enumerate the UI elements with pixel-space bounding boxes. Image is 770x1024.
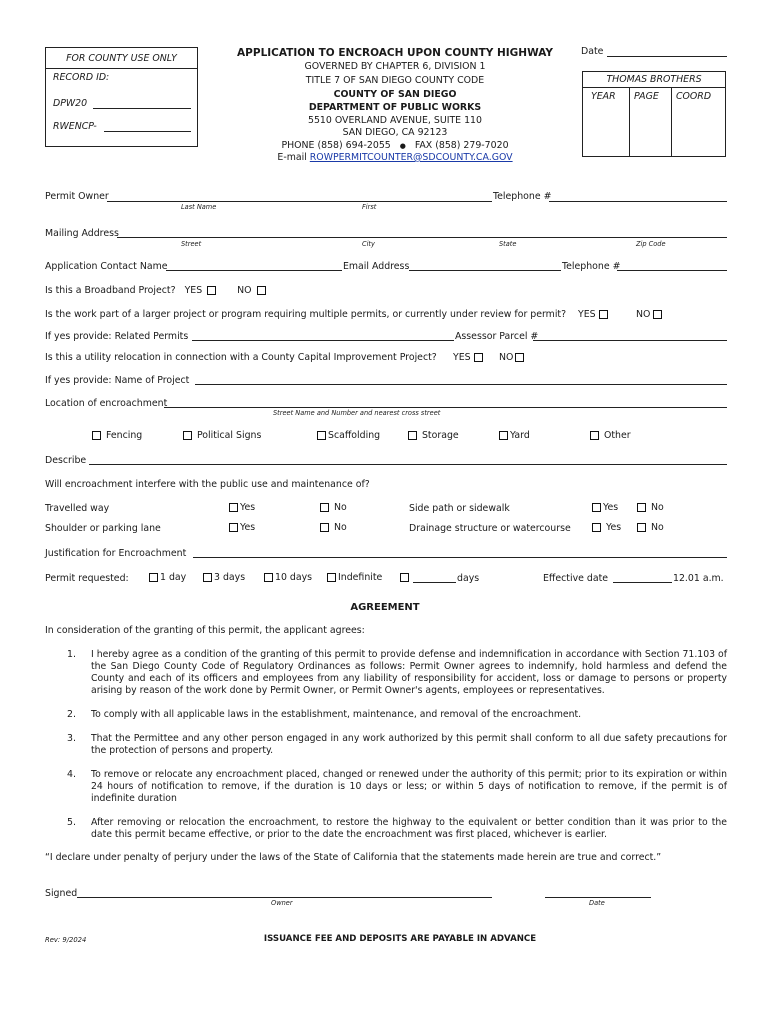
revision: Rev: 9/2024: [45, 936, 87, 944]
storage-checkbox[interactable]: [408, 431, 417, 440]
phone-text: PHONE (858) 694-2055: [281, 140, 391, 151]
shoulder-no-label: No: [333, 522, 347, 533]
type-storage[interactable]: [406, 430, 459, 441]
duration-custom-field[interactable]: [413, 582, 456, 583]
scaffolding-label: Scaffolding: [328, 430, 381, 441]
dpw20-field[interactable]: [93, 108, 191, 109]
effective-date-label: Effective date: [543, 573, 609, 584]
interfere-question: Will encroachment interfere with the public use and maintenance of?: [45, 479, 370, 490]
duration-custom[interactable]: [398, 572, 411, 583]
political-signs-label: Political Signs: [196, 430, 262, 441]
larger-no-label: NO: [636, 309, 651, 320]
type-political-signs[interactable]: [181, 430, 261, 441]
side-path-no[interactable]: [635, 502, 664, 513]
shoulder-yes-label: Yes: [240, 522, 256, 533]
item-4-number: 4.: [67, 769, 76, 780]
item-1-text: I hereby agree as a condition of the granting of this permit to provide defense and indemnification in accordance with Section 71.103 of the San Diego County Code of Regulatory Ordinances as follows: Permit Owner agrees to indemnify, hold harmless and defend the County and each of its officers and employees from any liability of responsibility for accident, loss or damage to persons or property arising by reason of the work done by Permit Owner, or Permit Owner's agents, employees or representatives.: [91, 649, 727, 696]
travelled-yes-checkbox[interactable]: [229, 503, 238, 512]
shoulder-no-checkbox[interactable]: [320, 523, 329, 532]
travelled-no[interactable]: [318, 502, 347, 513]
permit-owner-label: Permit Owner: [45, 191, 109, 202]
duration-indefinite[interactable]: [325, 572, 382, 583]
duration-10-days-label: 10 days: [275, 572, 313, 583]
item-3-number: 3.: [67, 733, 76, 744]
shoulder-yes[interactable]: [227, 522, 255, 533]
header-phone-line: [200, 140, 590, 151]
county-use-title: FOR COUNTY USE ONLY: [66, 53, 177, 64]
political-signs-checkbox[interactable]: [183, 431, 192, 440]
item-4-text: To remove or relocate any encroachment placed, changed or renewed under the authority of this permit; prior to its expiration or within 24 hours of notification to remove, if the duration is 10 days or less; or within 5 days of notification to remove, if the permit is of indefinite duration: [91, 769, 727, 804]
item-3-text: That the Permittee and any other person engaged in any work authorized by this permit shall conform to all due safety precautions for the protection of persons and property.: [91, 733, 727, 756]
city-hint: City: [362, 240, 375, 248]
street-hint: Street: [181, 240, 202, 248]
larger-project-question: Is the work part of a larger project or program requiring multiple permits, or currently under review for permit?: [45, 309, 567, 320]
yard-checkbox[interactable]: [499, 431, 508, 440]
location-label: Location of encroachment: [45, 398, 168, 409]
duration-indefinite-checkbox[interactable]: [327, 573, 336, 582]
drainage-yes-label: Yes: [605, 522, 622, 533]
street-name-hint: Street Name and Number and nearest cross street: [273, 409, 441, 417]
telephone-label: Telephone #: [493, 191, 552, 202]
thomas-brothers-box: [582, 71, 726, 157]
effective-time: 12.01 a.m.: [673, 573, 724, 584]
larger-yes-checkbox[interactable]: [599, 310, 608, 319]
shoulder-no[interactable]: [318, 522, 347, 533]
shoulder-label: Shoulder or parking lane: [45, 523, 161, 534]
travelled-yes[interactable]: [227, 502, 255, 513]
utility-question: Is this a utility relocation in connection with a County Capital Improvement Project?: [45, 352, 437, 363]
duration-1-day-checkbox[interactable]: [149, 573, 158, 582]
broadband-no-label: NO: [237, 285, 252, 296]
broadband-yes-label: YES: [184, 285, 203, 296]
first-name-hint: First: [362, 203, 377, 211]
fencing-checkbox[interactable]: [92, 431, 101, 440]
broadband-yes-checkbox[interactable]: [207, 286, 216, 295]
thomas-year: YEAR: [591, 91, 616, 102]
email-address-label: Email Address: [343, 261, 410, 272]
broadband-question: [45, 285, 268, 296]
duration-1-day-label: 1 day: [160, 572, 187, 583]
app-contact-label: Application Contact Name: [45, 261, 168, 272]
duration-indefinite-label: Indefinite: [338, 572, 383, 583]
days-label: days: [457, 573, 480, 584]
travelled-way-label: Travelled way: [45, 503, 110, 514]
mailing-address-label: Mailing Address: [45, 228, 119, 239]
side-path-yes-label: Yes: [603, 502, 619, 513]
thomas-coord: COORD: [676, 91, 712, 102]
fax-text: FAX (858) 279-7020: [414, 140, 509, 151]
utility-yes-checkbox[interactable]: [474, 353, 483, 362]
larger-no-checkbox[interactable]: [653, 310, 662, 319]
date-field[interactable]: [607, 56, 727, 57]
header-line6: SAN DIEGO, CA 92123: [342, 127, 448, 138]
email-address-field[interactable]: [409, 270, 561, 271]
form-title: APPLICATION TO ENCROACH UPON COUNTY HIGHWAY: [237, 47, 553, 59]
larger-yes-label: YES: [578, 309, 596, 320]
header-line3: COUNTY OF SAN DIEGO: [333, 89, 457, 100]
telephone-field[interactable]: [549, 201, 727, 202]
rwencp-label: RWENCP-: [53, 121, 97, 132]
app-contact-field[interactable]: [166, 270, 342, 271]
storage-label: Storage: [421, 430, 459, 441]
permit-owner-field[interactable]: [107, 201, 492, 202]
drainage-yes-checkbox[interactable]: [592, 523, 601, 532]
other-label: Other: [603, 430, 631, 441]
name-of-project-label: If yes provide: Name of Project: [45, 375, 190, 386]
drainage-label: Drainage structure or watercourse: [409, 523, 571, 534]
agreement-intro: In consideration of the granting of this permit, the applicant agrees:: [45, 625, 365, 636]
utility-no-label: NO: [499, 352, 514, 363]
assessor-parcel-field[interactable]: [533, 340, 727, 341]
name-of-project-field[interactable]: [195, 384, 727, 385]
side-path-label: Side path or sidewalk: [409, 503, 510, 514]
describe-label: Describe: [45, 455, 87, 466]
item-5-number: 5.: [67, 817, 76, 828]
permit-requested-label: Permit requested:: [45, 573, 129, 584]
email-link[interactable]: ROWPERMITCOUNTER@SDCOUNTY.CA.GOV: [309, 152, 513, 163]
item-1-number: 1.: [67, 649, 76, 660]
fencing-label: Fencing: [105, 430, 143, 441]
side-path-yes-checkbox[interactable]: [592, 503, 601, 512]
broadband-no-checkbox[interactable]: [257, 286, 266, 295]
mailing-address-field[interactable]: [117, 237, 727, 238]
owner-hint: Owner: [271, 899, 293, 907]
type-other[interactable]: [588, 430, 631, 441]
duration-1-day[interactable]: [147, 572, 186, 583]
header-line4: DEPARTMENT OF PUBLIC WORKS: [308, 102, 482, 113]
state-hint: State: [499, 240, 517, 248]
thomas-title: THOMAS BROTHERS: [606, 74, 702, 85]
duration-10-days[interactable]: [262, 572, 312, 583]
date-label: Date: [581, 46, 604, 57]
bullet-icon: ●: [399, 142, 406, 150]
duration-3-days-label: 3 days: [214, 572, 246, 583]
travelled-no-label: No: [333, 502, 347, 513]
type-scaffolding[interactable]: [315, 430, 380, 441]
travelled-no-checkbox[interactable]: [320, 503, 329, 512]
signed-label: Signed: [45, 888, 78, 899]
drainage-no-checkbox[interactable]: [637, 523, 646, 532]
email-label: E-mail: [277, 152, 307, 163]
side-path-yes[interactable]: [590, 502, 618, 513]
utility-yes-label: YES: [453, 352, 471, 363]
describe-field[interactable]: [89, 464, 727, 465]
fee-notice: ISSUANCE FEE AND DEPOSITS ARE PAYABLE IN ADVANCE: [263, 934, 537, 944]
type-fencing[interactable]: [90, 430, 142, 441]
related-permits-label: If yes provide: Related Permits: [45, 331, 189, 342]
duration-3-days[interactable]: [201, 572, 245, 583]
declaration: “I declare under penalty of perjury under the laws of the State of California that the statements made herein are true and correct.”: [45, 852, 662, 863]
duration-10-days-checkbox[interactable]: [264, 573, 273, 582]
duration-custom-checkbox[interactable]: [400, 573, 409, 582]
drainage-no-label: No: [650, 522, 664, 533]
item-5-text: After removing or relocation the encroachment, to restore the highway to the equivalent or better condition than it was prior to the date this permit became effective, or prior to the date the encroachment was first placed, whichever is earlier.: [91, 817, 727, 840]
justification-label: Justification for Encroachment: [45, 548, 187, 559]
record-id-label: RECORD ID:: [53, 72, 110, 83]
side-path-no-checkbox[interactable]: [637, 503, 646, 512]
telephone2-field[interactable]: [617, 270, 727, 271]
type-yard[interactable]: [497, 430, 530, 441]
header-line5: 5510 OVERLAND AVENUE, SUITE 110: [308, 115, 482, 126]
broadband-text: Is this a Broadband Project?: [45, 285, 176, 296]
signature-date-field[interactable]: [545, 897, 651, 898]
scaffolding-checkbox[interactable]: [317, 431, 326, 440]
justification-field[interactable]: [193, 557, 727, 558]
travelled-yes-label: Yes: [240, 502, 256, 513]
county-use-box: [45, 47, 198, 147]
header-line2: TITLE 7 OF SAN DIEGO COUNTY CODE: [305, 75, 485, 86]
assessor-parcel-label: Assessor Parcel #: [455, 331, 539, 342]
utility-no-checkbox[interactable]: [515, 353, 524, 362]
duration-3-days-checkbox[interactable]: [203, 573, 212, 582]
signature-field[interactable]: [77, 897, 492, 898]
rwencp-field[interactable]: [104, 131, 191, 132]
drainage-no[interactable]: [635, 522, 664, 533]
thomas-page: PAGE: [634, 91, 659, 102]
other-checkbox[interactable]: [590, 431, 599, 440]
last-name-hint: Last Name: [181, 203, 217, 211]
zip-hint: Zip Code: [636, 240, 666, 248]
yard-label: Yard: [510, 430, 530, 441]
side-path-no-label: No: [650, 502, 664, 513]
effective-date-field[interactable]: [613, 582, 672, 583]
drainage-yes[interactable]: [590, 522, 621, 533]
agreement-heading: AGREEMENT: [350, 602, 420, 613]
telephone2-label: Telephone #: [562, 261, 621, 272]
header-email-line: [200, 152, 590, 163]
location-field[interactable]: [164, 407, 727, 408]
date-hint: Date: [589, 899, 605, 907]
shoulder-yes-checkbox[interactable]: [229, 523, 238, 532]
item-2-text: To comply with all applicable laws in the establishment, maintenance, and removal of the encroachment.: [91, 709, 582, 720]
related-permits-field[interactable]: [192, 340, 454, 341]
header-line1: GOVERNED BY CHAPTER 6, DIVISION 1: [304, 61, 486, 72]
dpw20-label: DPW20: [53, 98, 88, 109]
item-2-number: 2.: [67, 709, 76, 720]
